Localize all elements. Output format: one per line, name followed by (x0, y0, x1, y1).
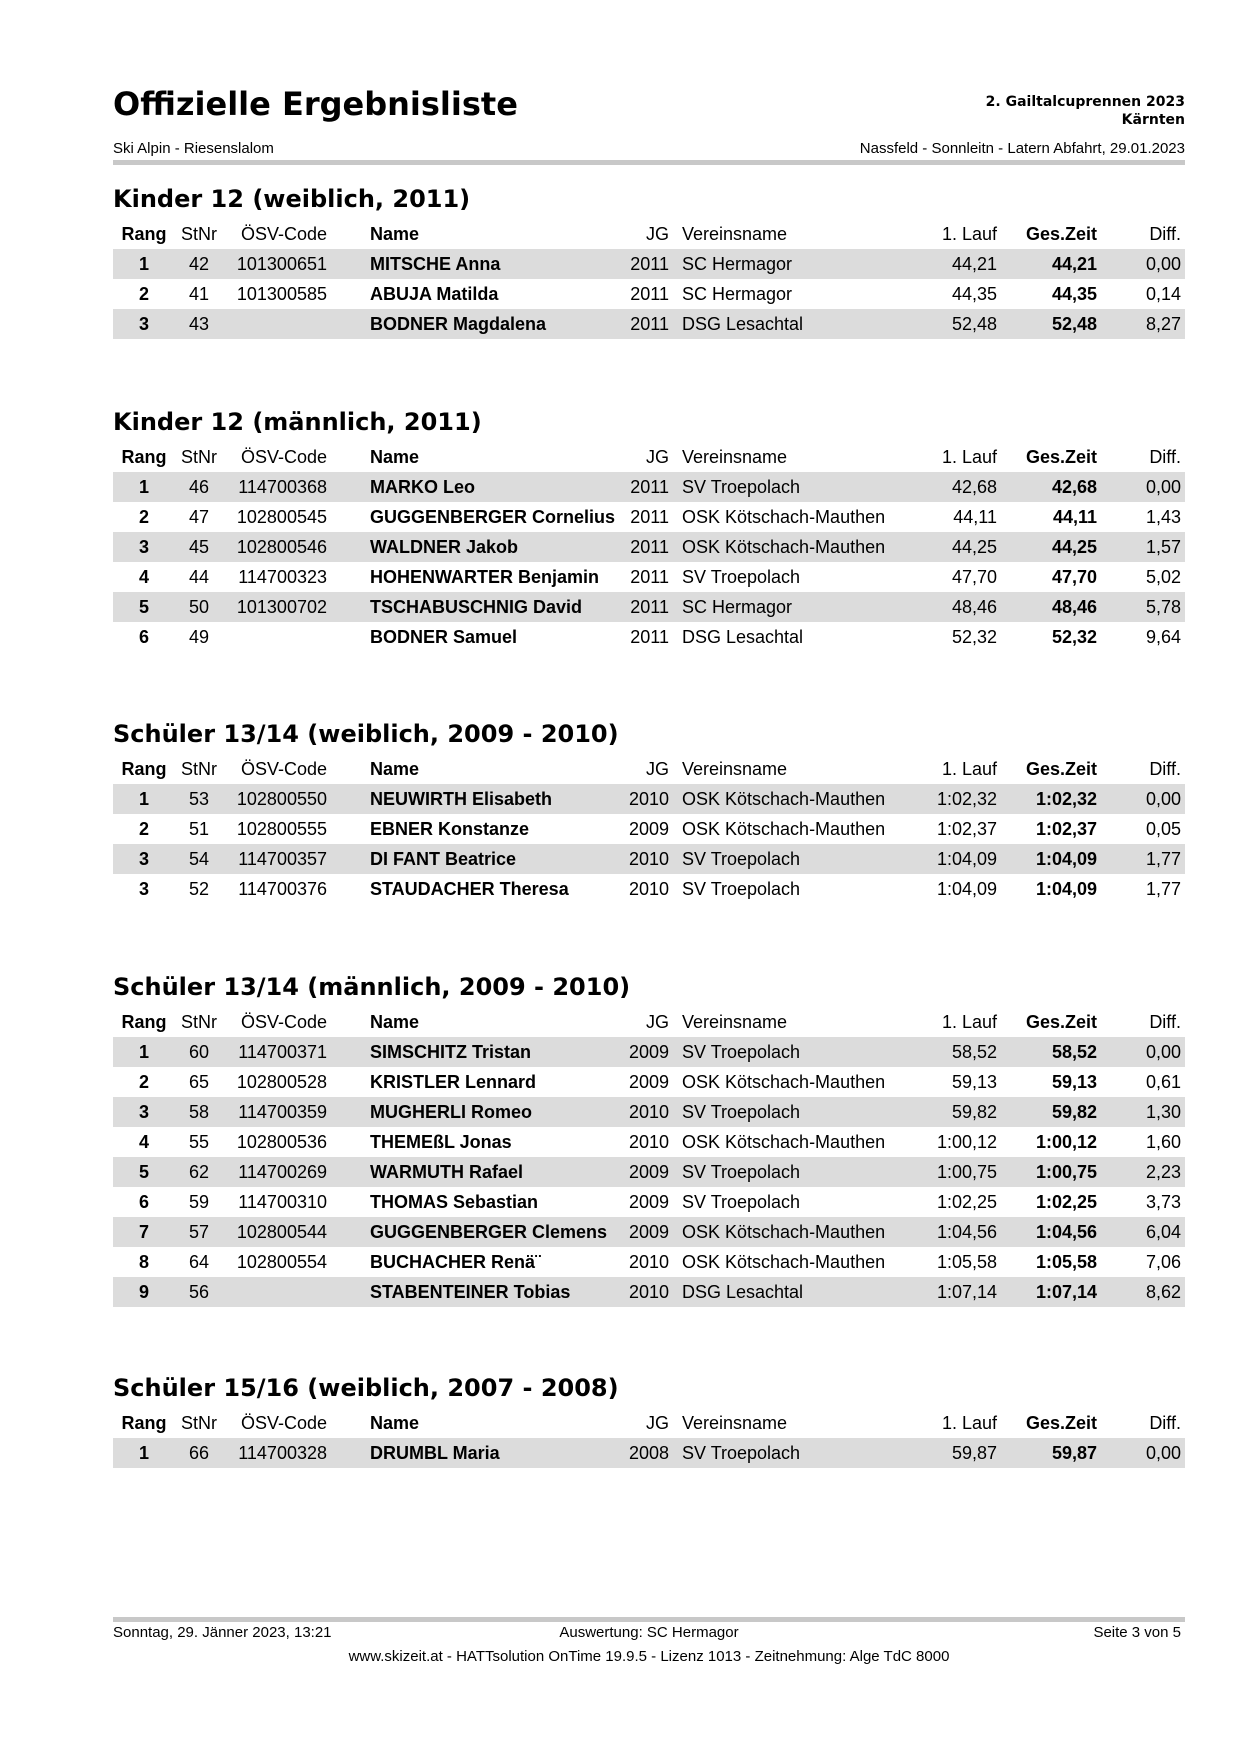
cell-stnr: 47 (188, 507, 210, 527)
cell-ges: 1:04,56 (1035, 1222, 1097, 1242)
table-row (113, 1247, 1185, 1277)
column-header-jg: JG (645, 759, 669, 779)
cell-name: BODNER Samuel (370, 627, 518, 647)
table-row (113, 784, 1185, 814)
column-header-code: ÖSV-Code (240, 447, 327, 467)
cell-verein: SV Troepolach (682, 849, 801, 869)
results-section (113, 181, 1185, 339)
cell-name: TSCHABUSCHNIG David (370, 597, 583, 617)
column-header-rang: Rang (121, 759, 167, 779)
cell-ges: 52,32 (1051, 627, 1097, 647)
cell-verein: SV Troepolach (682, 1443, 801, 1463)
cell-jg: 2010 (628, 1282, 669, 1302)
cell-diff: 0,00 (1145, 1443, 1181, 1463)
event-name: 2. Gailtalcuprennen 2023 (985, 94, 1185, 110)
cell-stnr: 44 (188, 567, 210, 587)
cell-name: HOHENWARTER Benjamin (370, 567, 600, 587)
cell-diff: 1,77 (1145, 849, 1181, 869)
cell-lauf: 1:00,12 (936, 1132, 997, 1152)
column-header-name: Name (370, 1413, 420, 1433)
cell-ges: 1:07,14 (1035, 1282, 1097, 1302)
cell-lauf: 59,13 (951, 1072, 997, 1092)
cell-name: SIMSCHITZ Tristan (370, 1042, 532, 1062)
cell-jg: 2009 (628, 1222, 669, 1242)
page-number: Seite 3 von 5 (1093, 1624, 1181, 1641)
cell-lauf: 48,46 (951, 597, 997, 617)
cell-code: 101300702 (236, 597, 327, 617)
table-row (113, 562, 1185, 592)
cell-name: DI FANT Beatrice (370, 849, 517, 869)
table-row (113, 249, 1185, 279)
column-header-lauf: 1. Lauf (941, 224, 997, 244)
cell-rang: 3 (138, 849, 149, 869)
cell-code: 114700357 (238, 849, 327, 869)
header-divider (113, 160, 1185, 165)
column-header-stnr: StNr (181, 759, 217, 779)
cell-rang: 7 (138, 1222, 149, 1242)
cell-name: GUGGENBERGER Clemens (370, 1222, 608, 1242)
cell-stnr: 53 (188, 789, 210, 809)
cell-jg: 2011 (630, 537, 669, 557)
column-header-diff: Diff. (1149, 759, 1181, 779)
cell-verein: SV Troepolach (682, 1162, 801, 1182)
cell-ges: 1:02,25 (1035, 1192, 1097, 1212)
cell-name: THEMEßL Jonas (370, 1132, 512, 1152)
cell-stnr: 58 (188, 1102, 210, 1122)
cell-jg: 2010 (628, 879, 669, 899)
cell-verein: SC Hermagor (682, 284, 793, 304)
column-header-stnr: StNr (181, 1413, 217, 1433)
cell-ges: 1:04,09 (1035, 849, 1097, 869)
cell-diff: 1,57 (1145, 537, 1181, 557)
cell-lauf: 1:04,56 (936, 1222, 997, 1242)
column-header-jg: JG (645, 224, 669, 244)
cell-jg: 2011 (630, 254, 669, 274)
cell-ges: 44,11 (1052, 507, 1097, 527)
cell-verein: DSG Lesachtal (682, 314, 804, 334)
cell-stnr: 55 (188, 1132, 210, 1152)
cell-verein: SV Troepolach (682, 1102, 801, 1122)
cell-stnr: 62 (188, 1162, 210, 1182)
cell-lauf: 1:04,09 (936, 849, 997, 869)
cell-rang: 1 (138, 789, 149, 809)
cell-stnr: 57 (188, 1222, 210, 1242)
column-header-stnr: StNr (181, 1012, 217, 1032)
cell-code: 114700269 (238, 1162, 327, 1182)
cell-verein: DSG Lesachtal (682, 627, 804, 647)
cell-verein: OSK Kötschach-Mauthen (682, 537, 886, 557)
venue-date: Nassfeld - Sonnleitn - Latern Abfahrt, 29.01.2023 (859, 140, 1185, 157)
column-header-rang: Rang (121, 447, 167, 467)
table-row (113, 1037, 1185, 1067)
cell-jg: 2010 (628, 849, 669, 869)
cell-jg: 2011 (630, 507, 669, 527)
table-row (113, 1127, 1185, 1157)
cell-stnr: 41 (188, 284, 210, 304)
cell-rang: 8 (138, 1252, 149, 1272)
cell-name: ABUJA Matilda (370, 284, 499, 304)
cell-diff: 9,64 (1145, 627, 1181, 647)
cell-ges: 42,68 (1051, 477, 1097, 497)
cell-jg: 2011 (630, 627, 669, 647)
cell-jg: 2011 (630, 477, 669, 497)
cell-stnr: 45 (188, 537, 210, 557)
cell-verein: SV Troepolach (682, 567, 801, 587)
cell-verein: OSK Kötschach-Mauthen (682, 507, 886, 527)
cell-rang: 3 (138, 1102, 149, 1122)
cell-jg: 2010 (628, 1252, 669, 1272)
cell-stnr: 54 (188, 849, 210, 869)
column-header-verein: Vereinsname (682, 1413, 788, 1433)
cell-jg: 2010 (628, 1132, 669, 1152)
cell-ges: 1:02,37 (1035, 819, 1097, 839)
cell-code: 114700328 (238, 1443, 327, 1463)
cell-jg: 2009 (628, 1192, 669, 1212)
category-title: Schüler 15/16 (weiblich, 2007 - 2008) (113, 1374, 619, 1402)
column-header-verein: Vereinsname (682, 224, 788, 244)
cell-lauf: 1:07,14 (936, 1282, 997, 1302)
cell-rang: 1 (138, 1042, 149, 1062)
table-row (113, 1187, 1185, 1217)
table-row (113, 1067, 1185, 1097)
cell-name: MUGHERLI Romeo (370, 1102, 532, 1122)
column-header-code: ÖSV-Code (240, 759, 327, 779)
cell-code: 102800545 (236, 507, 327, 527)
cell-verein: OSK Kötschach-Mauthen (682, 1132, 886, 1152)
cell-diff: 1,43 (1145, 507, 1181, 527)
cell-rang: 5 (138, 1162, 149, 1182)
cell-rang: 2 (138, 507, 149, 527)
table-row (113, 502, 1185, 532)
column-header-lauf: 1. Lauf (941, 759, 997, 779)
category-title: Schüler 13/14 (männlich, 2009 - 2010) (113, 973, 631, 1001)
column-header-diff: Diff. (1149, 1012, 1181, 1032)
cell-name: DRUMBL Maria (370, 1443, 500, 1463)
footer-evaluation: Auswertung: SC Hermagor (559, 1624, 739, 1641)
cell-lauf: 52,32 (951, 627, 997, 647)
table-header (113, 754, 1185, 784)
cell-rang: 1 (138, 477, 149, 497)
column-header-verein: Vereinsname (682, 759, 788, 779)
table-row (113, 279, 1185, 309)
cell-jg: 2009 (628, 819, 669, 839)
cell-lauf: 59,87 (951, 1443, 997, 1463)
cell-rang: 5 (138, 597, 149, 617)
column-header-name: Name (370, 1012, 420, 1032)
cell-verein: SV Troepolach (682, 477, 801, 497)
cell-jg: 2008 (628, 1443, 669, 1463)
cell-name: EBNER Konstanze (370, 819, 530, 839)
cell-code: 101300651 (236, 254, 327, 274)
table-row (113, 592, 1185, 622)
cell-ges: 1:05,58 (1035, 1252, 1097, 1272)
cell-ges: 44,25 (1051, 537, 1097, 557)
cell-stnr: 66 (188, 1443, 210, 1463)
cell-ges: 59,87 (1051, 1443, 1097, 1463)
cell-diff: 5,02 (1145, 567, 1181, 587)
cell-name: WARMUTH Rafael (370, 1162, 524, 1182)
column-header-jg: JG (645, 1413, 669, 1433)
cell-verein: SV Troepolach (682, 1042, 801, 1062)
cell-diff: 2,23 (1145, 1162, 1181, 1182)
cell-diff: 0,00 (1145, 1042, 1181, 1062)
table-row (113, 1157, 1185, 1187)
column-header-rang: Rang (121, 224, 167, 244)
cell-lauf: 1:02,32 (936, 789, 997, 809)
column-header-ges: Ges.Zeit (1025, 1012, 1097, 1032)
cell-lauf: 1:04,09 (936, 879, 997, 899)
column-header-lauf: 1. Lauf (941, 447, 997, 467)
cell-lauf: 52,48 (951, 314, 997, 334)
cell-rang: 3 (138, 314, 149, 334)
cell-rang: 3 (138, 879, 149, 899)
cell-name: WALDNER Jakob (370, 537, 519, 557)
cell-rang: 9 (138, 1282, 149, 1302)
cell-stnr: 65 (188, 1072, 210, 1092)
cell-verein: OSK Kötschach-Mauthen (682, 1072, 886, 1092)
cell-verein: SV Troepolach (682, 1192, 801, 1212)
table-header (113, 442, 1185, 472)
cell-stnr: 49 (188, 627, 210, 647)
cell-diff: 8,62 (1145, 1282, 1181, 1302)
cell-jg: 2011 (630, 284, 669, 304)
cell-lauf: 42,68 (951, 477, 997, 497)
cell-diff: 6,04 (1145, 1222, 1181, 1242)
cell-code: 102800544 (236, 1222, 327, 1242)
table-row (113, 874, 1185, 904)
cell-verein: SC Hermagor (682, 597, 793, 617)
cell-stnr: 50 (188, 597, 210, 617)
table-row (113, 814, 1185, 844)
cell-code: 114700359 (238, 1102, 327, 1122)
cell-code: 102800528 (236, 1072, 327, 1092)
cell-rang: 2 (138, 819, 149, 839)
cell-ges: 59,13 (1051, 1072, 1097, 1092)
cell-rang: 4 (138, 567, 149, 587)
column-header-diff: Diff. (1149, 1413, 1181, 1433)
column-header-verein: Vereinsname (682, 447, 788, 467)
cell-diff: 0,00 (1145, 254, 1181, 274)
table-row (113, 532, 1185, 562)
cell-rang: 6 (138, 627, 149, 647)
cell-lauf: 44,21 (951, 254, 997, 274)
column-header-rang: Rang (121, 1413, 167, 1433)
table-row (113, 1438, 1185, 1468)
cell-name: BUCHACHER Renä¨ (370, 1252, 542, 1272)
cell-ges: 44,35 (1051, 284, 1097, 304)
cell-code: 102800546 (236, 537, 327, 557)
cell-ges: 58,52 (1051, 1042, 1097, 1062)
column-header-code: ÖSV-Code (240, 1012, 327, 1032)
cell-rang: 1 (138, 1443, 149, 1463)
cell-diff: 7,06 (1145, 1252, 1181, 1272)
cell-diff: 3,73 (1145, 1192, 1181, 1212)
cell-jg: 2010 (628, 1102, 669, 1122)
cell-diff: 1,30 (1145, 1102, 1181, 1122)
cell-name: GUGGENBERGER Cornelius (370, 507, 616, 527)
cell-diff: 5,78 (1145, 597, 1181, 617)
cell-name: BODNER Magdalena (370, 314, 547, 334)
footer-software: www.skizeit.at - HATTsolution OnTime 19.9.5 - Lizenz 1013 - Zeitnehmung: Alge TdC 8000 (348, 1648, 950, 1665)
cell-lauf: 47,70 (951, 567, 997, 587)
results-section (113, 404, 1185, 652)
cell-verein: DSG Lesachtal (682, 1282, 804, 1302)
cell-ges: 1:04,09 (1035, 879, 1097, 899)
cell-ges: 44,21 (1051, 254, 1097, 274)
cell-rang: 2 (138, 1072, 149, 1092)
column-header-stnr: StNr (181, 224, 217, 244)
cell-jg: 2011 (630, 567, 669, 587)
cell-jg: 2009 (628, 1072, 669, 1092)
cell-stnr: 56 (188, 1282, 210, 1302)
column-header-verein: Vereinsname (682, 1012, 788, 1032)
results-section (113, 716, 1185, 904)
cell-code: 102800536 (236, 1132, 327, 1152)
table-row (113, 1097, 1185, 1127)
cell-verein: OSK Kötschach-Mauthen (682, 1252, 886, 1272)
cell-ges: 59,82 (1051, 1102, 1097, 1122)
column-header-code: ÖSV-Code (240, 224, 327, 244)
column-header-ges: Ges.Zeit (1025, 759, 1097, 779)
table-header (113, 1408, 1185, 1438)
column-header-name: Name (370, 447, 420, 467)
cell-stnr: 59 (188, 1192, 210, 1212)
cell-lauf: 58,52 (951, 1042, 997, 1062)
cell-name: STAUDACHER Theresa (370, 879, 569, 899)
cell-stnr: 43 (188, 314, 210, 334)
cell-code: 114700323 (238, 567, 327, 587)
cell-lauf: 59,82 (951, 1102, 997, 1122)
cell-stnr: 52 (188, 879, 210, 899)
cell-code: 102800555 (236, 819, 327, 839)
column-header-lauf: 1. Lauf (941, 1012, 997, 1032)
results-section (113, 969, 1185, 1307)
column-header-code: ÖSV-Code (240, 1413, 327, 1433)
column-header-ges: Ges.Zeit (1025, 447, 1097, 467)
cell-diff: 8,27 (1145, 314, 1181, 334)
table-row (113, 1217, 1185, 1247)
cell-ges: 1:00,12 (1035, 1132, 1097, 1152)
event-info (986, 93, 1185, 129)
cell-diff: 0,00 (1145, 477, 1181, 497)
category-title: Schüler 13/14 (weiblich, 2009 - 2010) (113, 720, 619, 748)
cell-diff: 1,60 (1145, 1132, 1181, 1152)
cell-diff: 0,61 (1145, 1072, 1181, 1092)
cell-verein: OSK Kötschach-Mauthen (682, 819, 886, 839)
cell-lauf: 1:05,58 (936, 1252, 997, 1272)
table-row (113, 1277, 1185, 1307)
cell-stnr: 51 (188, 819, 210, 839)
table-header (113, 219, 1185, 249)
cell-lauf: 44,25 (951, 537, 997, 557)
footer-divider (113, 1617, 1185, 1622)
cell-jg: 2011 (630, 597, 669, 617)
cell-ges: 1:02,32 (1035, 789, 1097, 809)
cell-rang: 6 (138, 1192, 149, 1212)
table-row (113, 844, 1185, 874)
category-title: Kinder 12 (männlich, 2011) (113, 408, 482, 436)
cell-verein: OSK Kötschach-Mauthen (682, 789, 886, 809)
cell-ges: 47,70 (1051, 567, 1097, 587)
cell-lauf: 1:02,37 (936, 819, 997, 839)
cell-jg: 2009 (628, 1162, 669, 1182)
cell-lauf: 1:00,75 (936, 1162, 997, 1182)
cell-verein: SV Troepolach (682, 879, 801, 899)
column-header-rang: Rang (121, 1012, 167, 1032)
cell-rang: 2 (138, 284, 149, 304)
cell-diff: 0,14 (1145, 284, 1181, 304)
column-header-lauf: 1. Lauf (941, 1413, 997, 1433)
cell-code: 102800550 (236, 789, 327, 809)
cell-code: 114700371 (238, 1042, 327, 1062)
category-title: Kinder 12 (weiblich, 2011) (113, 185, 471, 213)
column-header-name: Name (370, 224, 420, 244)
cell-code: 102800554 (236, 1252, 327, 1272)
cell-jg: 2010 (628, 789, 669, 809)
table-row (113, 622, 1185, 652)
cell-name: NEUWIRTH Elisabeth (370, 789, 553, 809)
discipline-label: Ski Alpin - Riesenslalom (113, 140, 274, 157)
cell-ges: 48,46 (1051, 597, 1097, 617)
column-header-jg: JG (645, 447, 669, 467)
column-header-ges: Ges.Zeit (1025, 224, 1097, 244)
table-row (113, 309, 1185, 339)
cell-diff: 0,05 (1145, 819, 1181, 839)
column-header-name: Name (370, 759, 420, 779)
cell-rang: 3 (138, 537, 149, 557)
cell-code: 114700368 (238, 477, 327, 497)
cell-name: THOMAS Sebastian (370, 1192, 539, 1212)
cell-diff: 1,77 (1145, 879, 1181, 899)
cell-stnr: 46 (188, 477, 210, 497)
cell-name: MARKO Leo (370, 477, 475, 497)
page-title: Offizielle Ergebnisliste (113, 85, 518, 123)
table-header (113, 1007, 1185, 1037)
cell-jg: 2009 (628, 1042, 669, 1062)
column-header-diff: Diff. (1149, 447, 1181, 467)
cell-jg: 2011 (630, 314, 669, 334)
cell-diff: 0,00 (1145, 789, 1181, 809)
cell-stnr: 64 (188, 1252, 210, 1272)
cell-stnr: 60 (188, 1042, 210, 1062)
cell-rang: 1 (138, 254, 149, 274)
cell-verein: OSK Kötschach-Mauthen (682, 1222, 886, 1242)
column-header-diff: Diff. (1149, 224, 1181, 244)
cell-code: 114700310 (238, 1192, 327, 1212)
column-header-ges: Ges.Zeit (1025, 1413, 1097, 1433)
results-section (113, 1370, 1185, 1468)
event-region: Kärnten (1121, 112, 1185, 128)
table-row (113, 472, 1185, 502)
cell-stnr: 42 (188, 254, 210, 274)
cell-ges: 1:00,75 (1035, 1162, 1097, 1182)
footer-timestamp: Sonntag, 29. Jänner 2023, 13:21 (113, 1624, 332, 1641)
cell-lauf: 44,11 (953, 507, 997, 527)
cell-name: STABENTEINER Tobias (370, 1282, 571, 1302)
column-header-jg: JG (645, 1012, 669, 1032)
cell-code: 114700376 (238, 879, 327, 899)
cell-code: 101300585 (236, 284, 327, 304)
cell-lauf: 44,35 (951, 284, 997, 304)
cell-ges: 52,48 (1051, 314, 1097, 334)
cell-name: MITSCHE Anna (370, 254, 501, 274)
cell-lauf: 1:02,25 (936, 1192, 997, 1212)
cell-rang: 4 (138, 1132, 149, 1152)
cell-name: KRISTLER Lennard (370, 1072, 537, 1092)
cell-verein: SC Hermagor (682, 254, 793, 274)
column-header-stnr: StNr (181, 447, 217, 467)
